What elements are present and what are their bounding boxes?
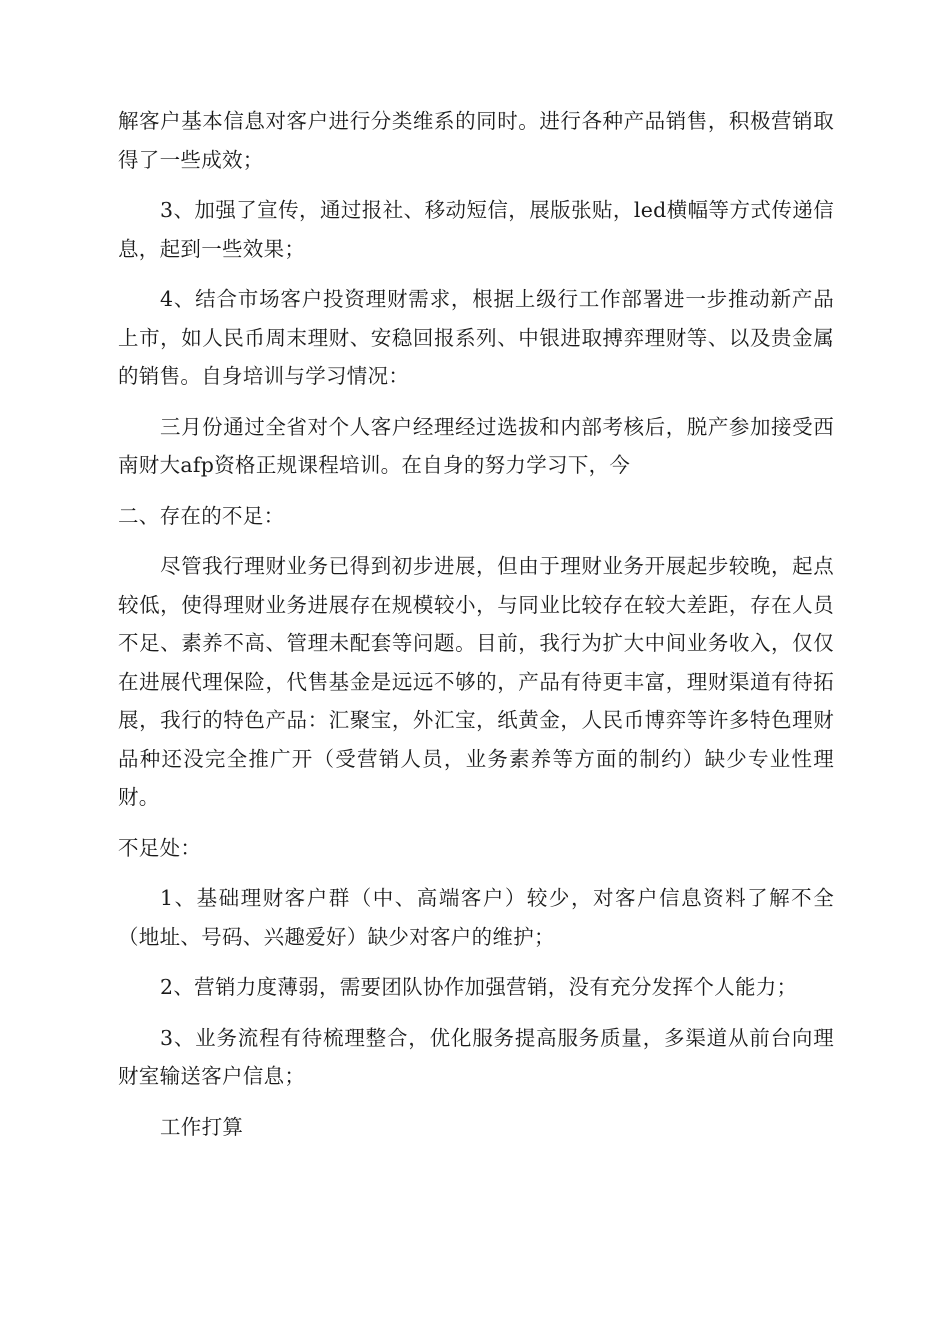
paragraph-deficiency-1: 1、基础理财客户群（中、高端客户）较少，对客户信息资料了解不全（地址、号码、兴趣爱好）缺少对客户的维护； xyxy=(118,886,834,949)
paragraph-customer-info: 解客户基本信息对客户进行分类维系的同时。进行各种产品销售，积极营销取得了一些成效； xyxy=(118,109,834,172)
document-page xyxy=(118,102,834,1158)
paragraph-new-products: 4、结合市场客户投资理财需求，根据上级行工作部署进一步推动新产品上市，如人民币周末理财、安稳回报系列、中银进取搏弈理财等、以及贵金属的销售。自身培训与学习情况： xyxy=(118,287,834,388)
paragraph-training: 三月份通过全省对个人客户经理经过选拔和内部考核后，脱产参加接受西南财大afp资格正规课程培训。在自身的努力学习下，今 xyxy=(118,414,834,477)
paragraph-shortcomings-detail: 尽管我行理财业务已得到初步进展，但由于理财业务开展起步较晚，起点较低，使得理财业务进展存在规模较小，与同业比较存在较大差距，存在人员不足、素养不高、管理未配套等问题。目前，我行为扩大中间业务收入，仅仅在进展代理保险，代售基金是远远不够的，产品有待更丰富，理财渠道有待拓展，我行的特色产品：汇聚宝，外汇宝，纸黄金，人民币博弈等许多特色理财品种还没完全推广开（受营销人员，业务素养等方面的制约）缺少专业性理财。 xyxy=(118,554,834,809)
section-heading-shortcomings: 二、存在的不足： xyxy=(118,503,285,528)
subheading-deficiencies: 不足处： xyxy=(118,835,202,860)
paragraph-deficiency-3: 3、业务流程有待梳理整合，优化服务提高服务质量，多渠道从前台向理财室输送客户信息； xyxy=(118,1025,834,1088)
paragraph-publicity: 3、加强了宣传，通过报社、移动短信，展版张贴，led横幅等方式传递信息，起到一些效果； xyxy=(118,198,834,261)
paragraph-deficiency-2: 2、营销力度薄弱，需要团队协作加强营销，没有充分发挥个人能力； xyxy=(160,975,798,999)
subheading-work-plan: 工作打算 xyxy=(160,1114,244,1139)
